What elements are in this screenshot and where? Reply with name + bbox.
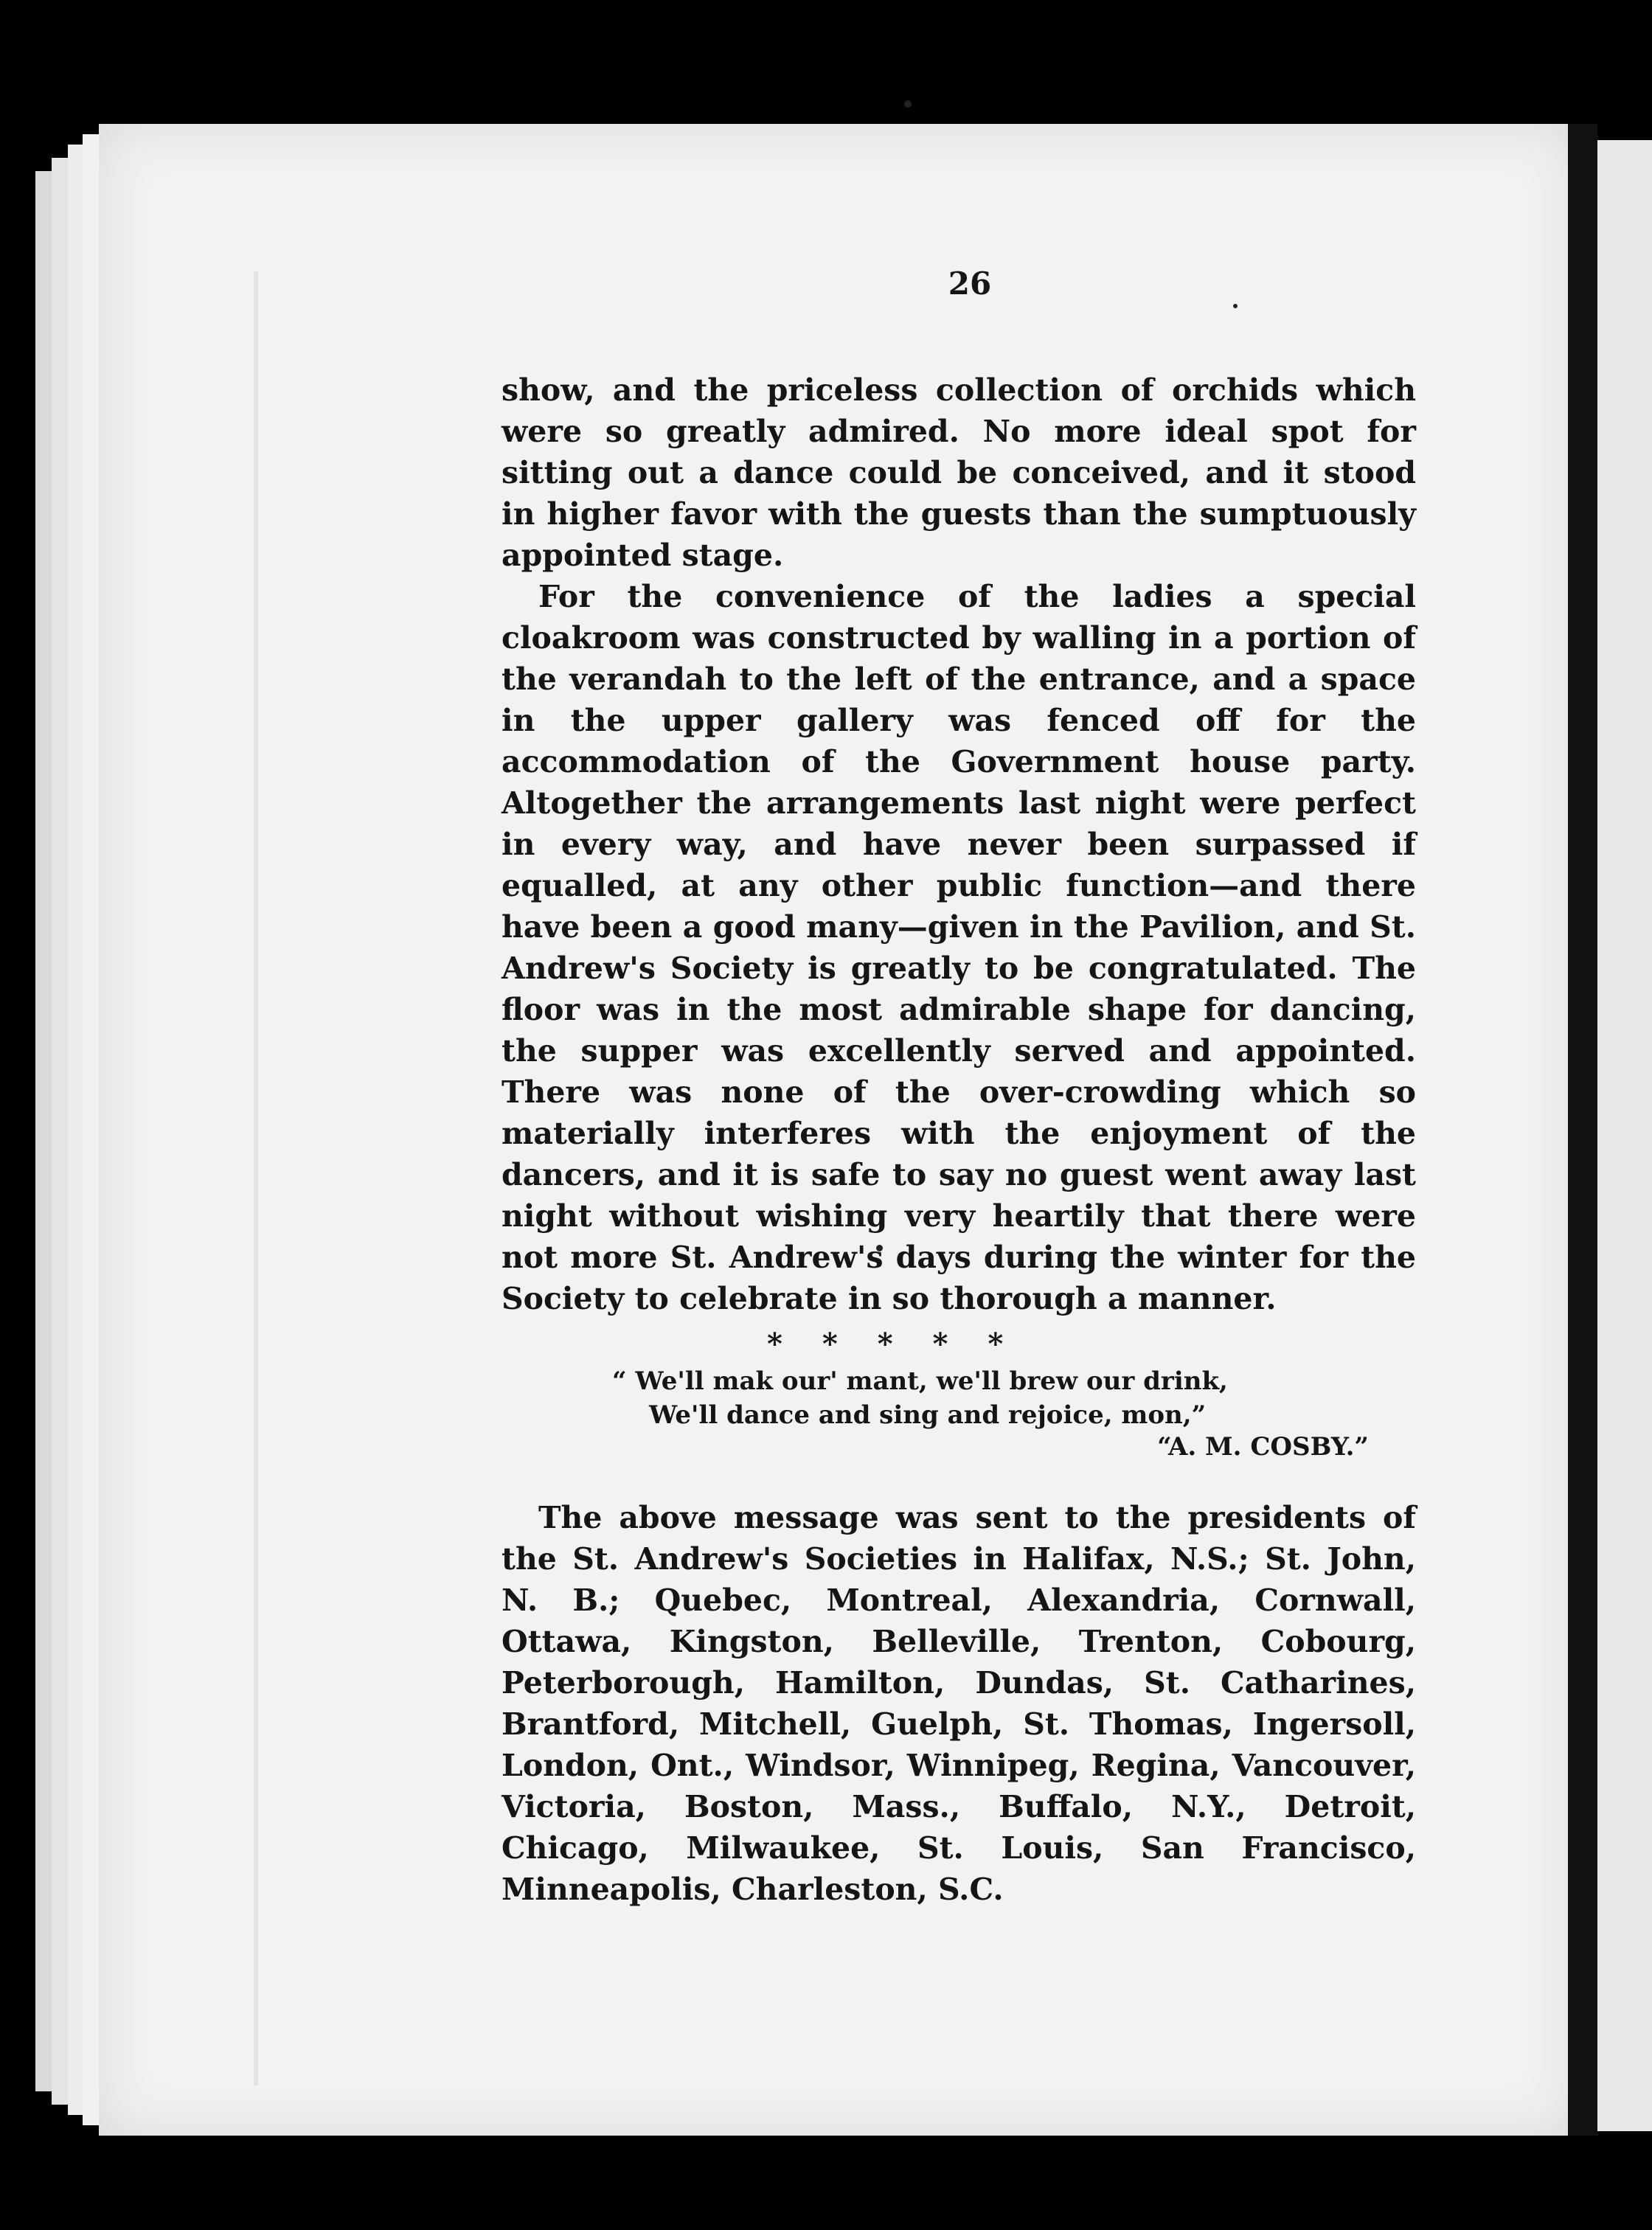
section-separator: * * * * * [767,1327,1004,1361]
verse-line-1: “ We'll mak our' mant, we'll brew our drink, [612,1366,1228,1396]
dust-speck [904,100,912,108]
page-shadow-line [254,271,258,2085]
paragraph-message-recipients: The above message was sent to the presidents of the St. Andrew's Societies in Halifax, N.S.; St. John, N. B.; Quebec, Montreal, Alexandria, Cornwall, Ottawa, Kingston, Belleville, Trenton, Cobourg, Peterborough, Hamilton, Dundas, St. Catharines, Brantford, Mitchell, Guelph, St. Thomas, Ingersoll, London, Ont., Windsor, Winnipeg, Regina, Vancouver, Victoria, Boston, Mass., Buffalo, N.Y., Detroit, Chicago, Milwaukee, St. Louis, San Francisco, Minneapolis, Charleston, S.C. [502,1500,1416,1907]
signature: “A. M. COSBY.” [1157,1432,1369,1462]
paragraph-cloakroom: For the convenience of the ladies a special cloakroom was constructed by walling in a portion of the verandah to the left of the entrance, and a space in the upper gallery was fenced off for the accommodation of the Government house party. Altogether the arrangements last night were perfect in every way, and have never been surpassed if equalled, at any other public function—and there have been a good many—given in the Pavilion, and St. Andrew's Society is greatly to be congratulated. The floor was in the most admirable shape for dancing, the supper was excellently served and appointed. There was none of the over-crowding which so materially interferes with the enjoyment of the dancers, and it is safe to say no guest went away last night without wishing very heartily that there were not more St. Andrew's days during the winter for the Society to celebrate in so thorough a manner. [502,579,1416,1316]
page-text [502,265,1416,1910]
page-number: 26 [948,265,992,302]
book-gutter [1568,124,1597,2136]
paragraph-continued: show, and the priceless collection of orchids which were so greatly admired. No more ideal spot for sitting out a dance could be conceived, and it stood in higher favor with the guests than the sumptuously appointed stage. [502,372,1416,573]
facing-page-edge [1596,140,1652,2131]
verse-line-2: We'll dance and sing and rejoice, mon,” [649,1400,1207,1430]
